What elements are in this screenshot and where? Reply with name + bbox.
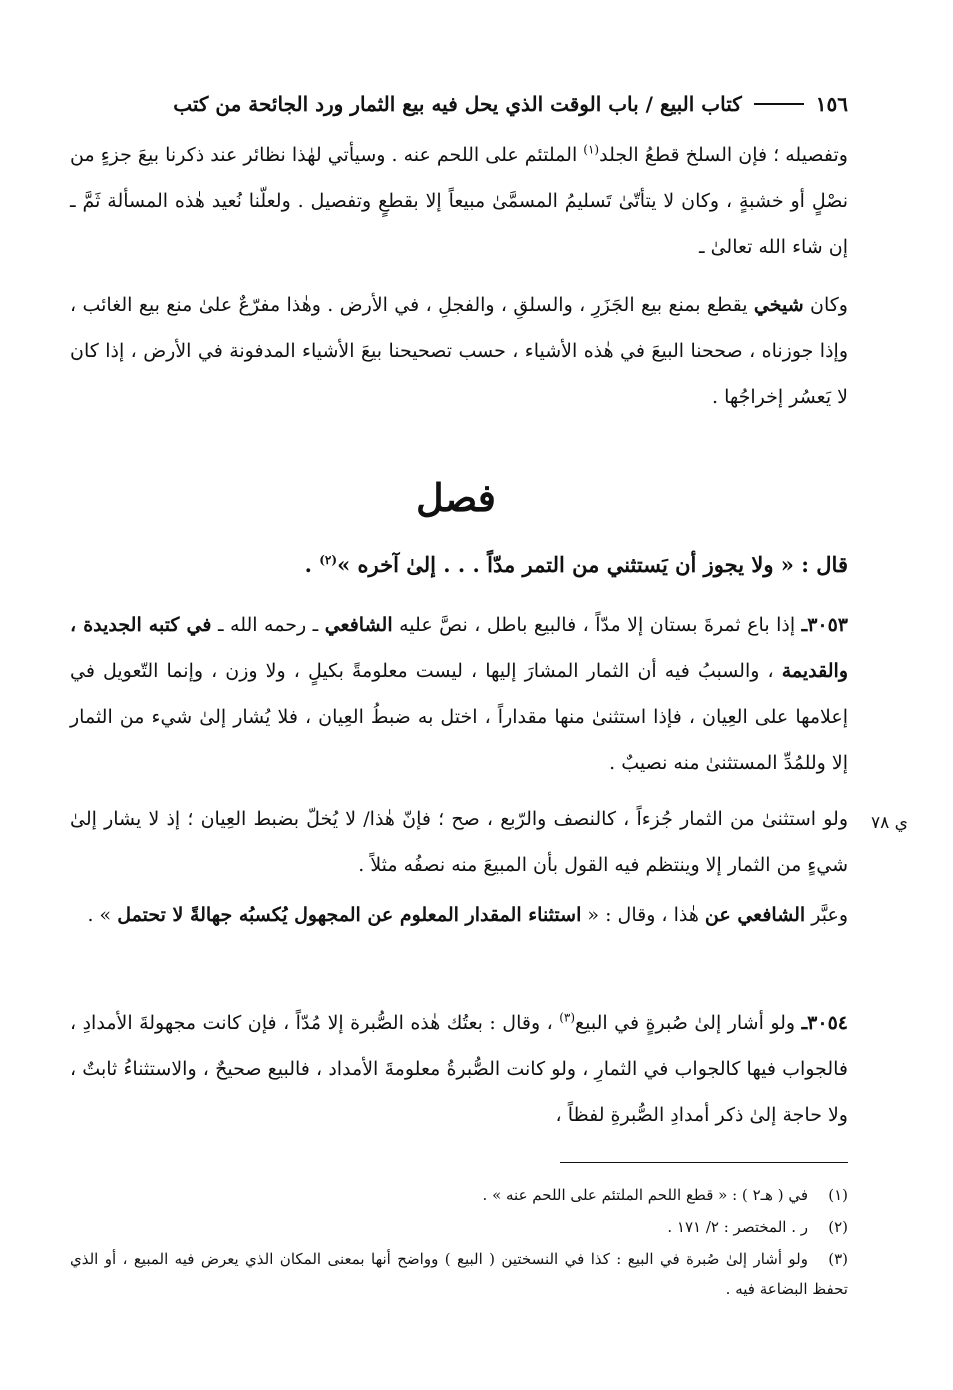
heading-end: . [304, 552, 320, 577]
paragraph-text: الملتئم على اللحم عنه . وسيأتي لهٰذا نظائر عند ذكرنا بيعَ جزءٍ من نصْلٍ أو خشبةٍ ، وكان لا يتأتّىٰ تَسليمُ المسمَّىٰ مبيعاً إلا بقطعٍ وتفصيل . ولعلّنا نُعيد هٰذه المسألة ثَمَّ ـ إن شاء الله تعالىٰ ـ [70, 144, 848, 258]
paragraph-text: وتفصيله ؛ فإن السلخ قطعُ الجلد [599, 144, 848, 166]
heading-text: قال : « ولا يجوز أن يَستثني من التمر مدّاً . . . إلىٰ آخره » [337, 552, 848, 577]
footnote-ref-1: (١) [583, 142, 600, 157]
section-ornament: فصل [416, 475, 496, 520]
issue-number: ٣٠٥٣ـ [801, 614, 849, 636]
paragraph-4 [70, 796, 848, 888]
paragraph-6 [70, 1000, 848, 1138]
footnote-3 [70, 1244, 848, 1304]
page-number: ١٥٦ [815, 92, 848, 116]
paragraph-1 [70, 132, 848, 270]
paragraph-3 [70, 602, 848, 786]
paragraph-text: » . [87, 904, 112, 926]
footnote-number: (١) [828, 1186, 848, 1204]
paragraph-text: إذا باع ثمرةَ بستان إلا مدّاً ، فالبيع باطل ، نصَّ عليه [399, 614, 796, 636]
footnote-separator [560, 1162, 848, 1163]
paragraph-text: ولو استثنىٰ من الثمار جُزءاً ، كالنصف والرّبع ، صح ؛ فإنّ هٰذا/ لا يُخلّ بضبط العِيان ؛ إذ لا يشار إلىٰ شيءٍ من الثمار إلا وينتظم فيه القول بأن المبيعَ منه نصفُه مثلاً . [70, 808, 848, 876]
section-heading [70, 542, 848, 588]
paragraph-text: ـ رحمه الله ـ [217, 614, 319, 636]
paragraph-text: وكان [810, 294, 848, 316]
header-rule [754, 103, 804, 105]
footnote-text: ولو أشار إلىٰ صُبرة في البيع : كذا في النسختين ( البيع ) وواضح أنها بمعنى المكان الذي يعرض فيه المبيع ، أو الذي تحفظ البضاعة فيه . [70, 1250, 848, 1298]
footnote-number: (٢) [828, 1218, 848, 1236]
header-title: كتاب البيع / باب الوقت الذي يحل فيه بيع الثمار ورد الجائحة من كتب [173, 92, 742, 116]
paragraph-5 [70, 892, 848, 938]
paragraph-text: وعبَّر [811, 904, 848, 926]
bold-phrase: في كتبه الجديدة ، والقديمة [70, 614, 848, 682]
issue-number: ٣٠٥٤ـ [801, 1012, 848, 1034]
footnote-2 [70, 1212, 848, 1242]
running-header [70, 84, 848, 124]
margin-manuscript-ref: ي ٧٨ [871, 813, 908, 833]
paragraph-text: ولو أشار إلىٰ صُبرةٍ في البيع [575, 1012, 796, 1034]
footnote-ref-2: (٢) [319, 553, 338, 567]
footnote-text: ر . المختصر : ٢/ ١٧١ . [667, 1218, 808, 1236]
bold-name: الشافعي عن [704, 904, 806, 926]
footnote-ref-3: (٣) [559, 1010, 576, 1025]
footnote-1 [70, 1180, 848, 1210]
paragraph-text: يقطع بمنع بيع الجَزَرِ ، والسلقِ ، والفجلِ ، في الأرض . وهٰذا مفرّعٌ علىٰ منع بيع الغائب ، وإذا جوزناه ، صححنا البيعَ في هٰذه الأشياء ، حسب تصحيحنا بيعَ الأشياء المدفونة في الأرض ، إذا كان لا يَعسُر إخراجُها . [70, 294, 848, 408]
footnote-number: (٣) [828, 1250, 848, 1268]
paragraph-text: ، وقال : بعتُك هٰذه الصُّبرة إلا مُدّاً ، فإن كانت مجهولةَ الأمدادِ ، فالجواب فيها كالجواب في الثمارِ ، ولو كانت الصُّبرةُ معلومةَ الأمداد ، فالبيع صحيحٌ ، والاستثناءُ ثابتٌ ، ولا حاجة إلىٰ ذكر أمدادِ الصُّبرةِ لفظاً ، [70, 1012, 848, 1126]
paragraph-2 [70, 282, 848, 420]
bold-quote: استثناء المقدار المعلوم عن المجهول يُكسبُه جهالةً لا تحتمل [117, 904, 582, 926]
paragraph-text: ، والسببُ فيه أن الثمار المشارَ إليها ، ليست معلومةً بكيلٍ ، ولا وزن ، وإنما التّعويل في إعلامها على العِيان ، فإذا استثنىٰ منها مقداراً ، اختل به ضبطُ العِيان ، فلا يُشار إلىٰ شيء من الثمار إلا وللمُدِّ المستثنىٰ منه نصيبٌ . [70, 660, 848, 774]
paragraph-text: هٰذا ، وقال : « [587, 904, 699, 926]
bold-name: الشافعي [324, 614, 393, 636]
bold-name: شيخي [753, 294, 804, 316]
footnote-text: في ( هـ٢ ) : « قطع اللحم الملتئم على اللحم عنه » . [482, 1186, 808, 1204]
